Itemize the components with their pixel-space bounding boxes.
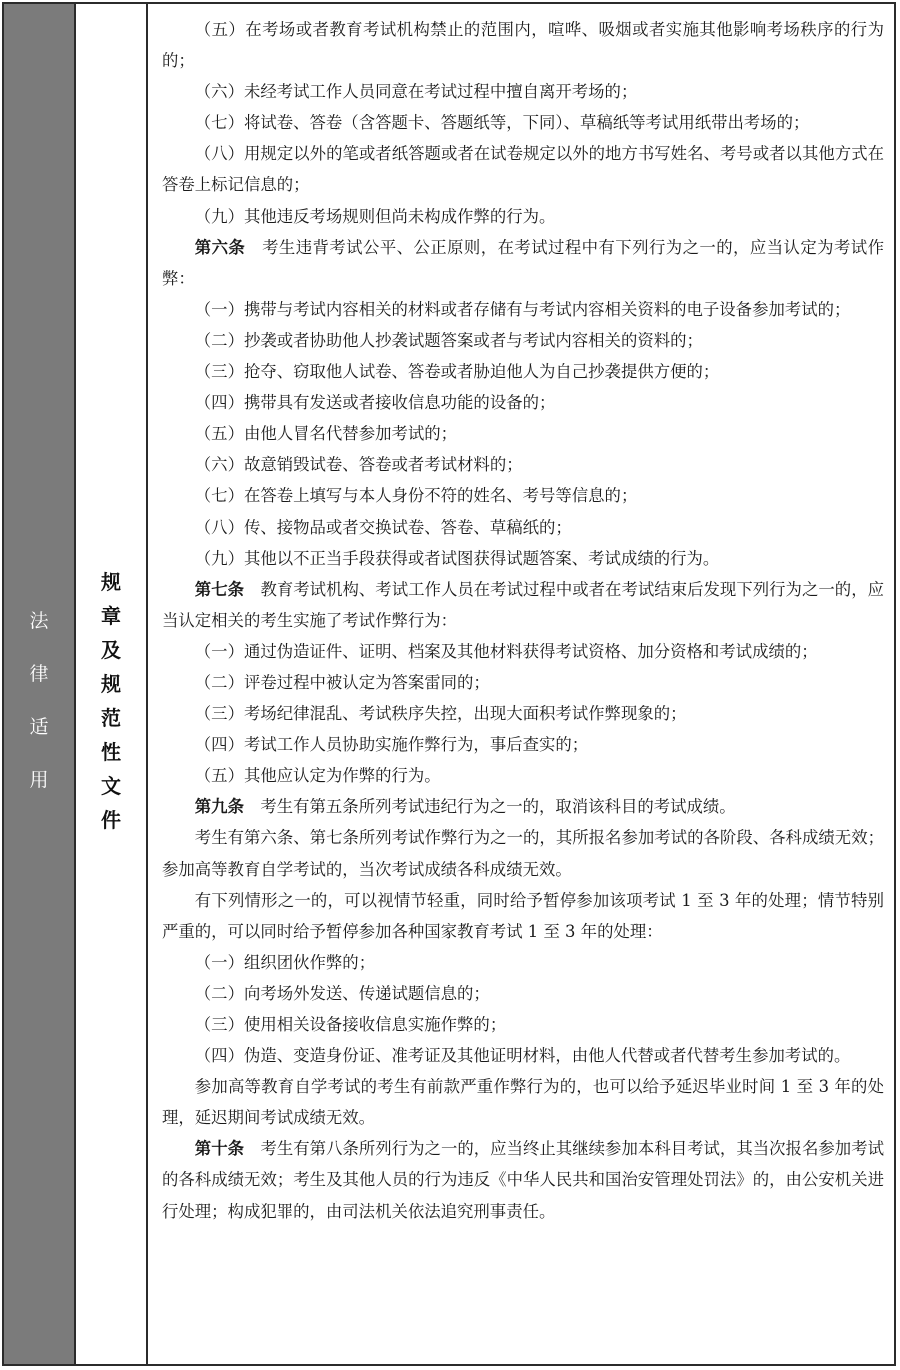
paragraph-text: 参加高等教育自学考试的考生有前款严重作弊行为的，也可以给予延迟毕业时间 1 至 3 年的处理，延迟期间考试成绩无效。 xyxy=(162,1077,884,1128)
regulation-paragraph xyxy=(162,698,884,729)
paragraph-text: （五）由他人冒名代替参加考试的； xyxy=(194,424,458,444)
article-number: 第六条 xyxy=(194,237,246,257)
subcategory-char: 件 xyxy=(101,807,121,832)
subcategory-char: 规 xyxy=(101,569,121,594)
paragraph-text: （九）其他违反考场规则但尚未构成作弊的行为。 xyxy=(194,206,556,226)
paragraph-text: （四）伪造、变造身份证、准考证及其他证明材料，由他人代替或者代替考生参加考试的。 xyxy=(194,1046,851,1066)
regulation-paragraph xyxy=(162,387,884,418)
category-column xyxy=(4,4,76,1364)
regulation-paragraph xyxy=(162,356,884,387)
regulation-paragraph xyxy=(162,791,884,822)
article-number: 第九条 xyxy=(194,797,244,817)
regulation-paragraph xyxy=(162,543,884,574)
paragraph-text: （四）考试工作人员协助实施作弊行为，事后查实的； xyxy=(194,735,589,755)
article-number: 第七条 xyxy=(194,579,245,599)
regulation-paragraph xyxy=(162,76,884,107)
paragraph-text: （三）抢夺、窃取他人试卷、答卷或者胁迫他人为自己抄袭提供方便的； xyxy=(194,362,720,382)
regulation-paragraph xyxy=(162,1009,884,1040)
subcategory-char: 及 xyxy=(101,637,121,662)
regulation-paragraph xyxy=(162,1133,884,1226)
paragraph-text: （七）将试卷、答卷（含答题卡、答题纸等，下同）、草稿纸等考试用纸带出考场的； xyxy=(194,113,810,133)
regulation-paragraph xyxy=(162,636,884,667)
subcategory-char: 文 xyxy=(101,773,121,798)
category-char: 法 xyxy=(29,610,49,632)
paragraph-text: （三）考场纪律混乱、考试秩序失控，出现大面积考试作弊现象的； xyxy=(194,704,687,724)
category-char: 适 xyxy=(29,716,49,738)
paragraph-text: 有下列情形之一的，可以视情节轻重，同时给予暂停参加该项考试 1 至 3 年的处理；情节特别严重的，可以同时给予暂停参加各种国家教育考试 1 至 3 年的处理： xyxy=(162,890,884,941)
paragraph-text: （八）传、接物品或者交换试卷、答卷、草稿纸的； xyxy=(194,517,572,537)
regulation-paragraph xyxy=(162,760,884,791)
paragraph-text: （五）在考场或者教育考试机构禁止的范围内，喧哗、吸烟或者实施其他影响考场秩序的行为的； xyxy=(162,20,884,71)
paragraph-text: （九）其他以不正当手段获得或者试图获得试题答案、考试成绩的行为。 xyxy=(194,548,720,568)
regulation-paragraph xyxy=(162,729,884,760)
regulation-table xyxy=(2,2,896,1366)
category-char: 用 xyxy=(29,769,49,791)
regulation-paragraph xyxy=(162,325,884,356)
regulation-paragraph xyxy=(162,667,884,698)
paragraph-text: （四）携带具有发送或者接收信息功能的设备的； xyxy=(194,393,556,413)
paragraph-text: （八）用规定以外的笔或者纸答题或者在试卷规定以外的地方书写姓名、考号或者以其他方式在答卷上标记信息的； xyxy=(162,144,884,195)
regulation-paragraph xyxy=(162,201,884,232)
paragraph-text: （五）其他应认定为作弊的行为。 xyxy=(194,766,441,786)
regulation-paragraph xyxy=(162,512,884,543)
regulation-paragraph xyxy=(162,138,884,200)
paragraph-text: 考生违背考试公平、公正原则，在考试过程中有下列行为之一的，应当认定为考试作弊： xyxy=(162,237,885,288)
regulation-paragraph xyxy=(162,449,884,480)
paragraph-text: （一）通过伪造证件、证明、档案及其他材料获得考试资格、加分资格和考试成绩的； xyxy=(194,641,818,661)
subcategory-char: 性 xyxy=(101,739,121,764)
paragraph-text: （一）携带与考试内容相关的材料或者存储有与考试内容相关资料的电子设备参加考试的； xyxy=(194,299,851,319)
regulation-paragraph xyxy=(162,574,884,636)
paragraph-text: （一）组织团伙作弊的； xyxy=(194,952,376,972)
paragraph-text: 考生有第八条所列行为之一的，应当终止其继续参加本科目考试，其当次报名参加考试的各科成绩无效；考生及其他人员的行为违反《中华人民共和国治安管理处罚法》的，由公安机关进行处理；构成犯罪的，由司法机关依法追究刑事责任。 xyxy=(162,1139,885,1221)
regulation-paragraph xyxy=(162,418,884,449)
paragraph-text: （六）未经考试工作人员同意在考试过程中擅自离开考场的； xyxy=(194,82,638,102)
regulation-paragraph xyxy=(162,107,884,138)
paragraph-text: 教育考试机构、考试工作人员在考试过程中或者在考试结束后发现下列行为之一的，应当认定相关的考生实施了考试作弊行为： xyxy=(162,579,885,630)
paragraph-text: （二）评卷过程中被认定为答案雷同的； xyxy=(194,672,490,692)
paragraph-text: （六）故意销毁试卷、答卷或者考试材料的； xyxy=(194,455,523,475)
regulation-text xyxy=(148,4,894,1364)
paragraph-text: 考生有第五条所列考试违纪行为之一的，取消该科目的考试成绩。 xyxy=(243,797,736,817)
regulation-paragraph xyxy=(162,480,884,511)
subcategory-label xyxy=(101,566,121,833)
article-number: 第十条 xyxy=(194,1139,245,1159)
category-label xyxy=(29,606,48,792)
regulation-paragraph xyxy=(162,14,884,76)
subcategory-char: 范 xyxy=(101,705,121,730)
regulation-paragraph xyxy=(162,978,884,1009)
paragraph-text: （二）向考场外发送、传递试题信息的； xyxy=(194,983,490,1003)
regulation-paragraph xyxy=(162,1040,884,1071)
subcategory-column xyxy=(76,4,148,1364)
regulation-paragraph xyxy=(162,885,884,947)
regulation-paragraph xyxy=(162,232,884,294)
regulation-paragraph xyxy=(162,294,884,325)
regulation-paragraph xyxy=(162,947,884,978)
subcategory-char: 章 xyxy=(101,603,121,628)
paragraph-text: （二）抄袭或者协助他人抄袭试题答案或者与考试内容相关的资料的； xyxy=(194,330,703,350)
regulation-paragraph xyxy=(162,822,884,884)
category-char: 律 xyxy=(29,663,49,685)
regulation-paragraph xyxy=(162,1071,884,1133)
paragraph-text: 考生有第六条、第七条所列考试作弊行为之一的，其所报名参加考试的各阶段、各科成绩无效；参加高等教育自学考试的，当次考试成绩各科成绩无效。 xyxy=(162,828,884,879)
paragraph-text: （三）使用相关设备接收信息实施作弊的； xyxy=(194,1015,507,1034)
subcategory-char: 规 xyxy=(101,671,121,696)
paragraph-text: （七）在答卷上填写与本人身份不符的姓名、考号等信息的； xyxy=(194,486,638,506)
